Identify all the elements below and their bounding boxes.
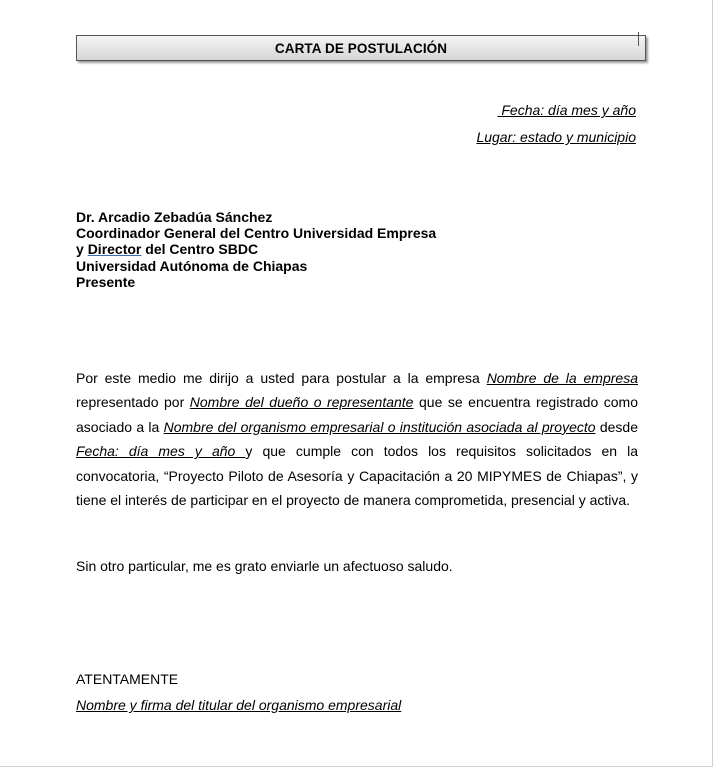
addressee-title-1: Coordinador General del Centro Universidad Empresa <box>76 225 437 242</box>
body-paragraph <box>76 366 638 512</box>
addressee-title-2-prefix: y <box>76 241 88 258</box>
addressee-title-2-suffix: del Centro SBDC <box>141 241 259 258</box>
company-name-placeholder: Nombre de la empresa <box>486 370 638 386</box>
addressee-title-2 <box>76 241 436 257</box>
addressee-director-word: Director <box>87 241 142 258</box>
body-text-3: que se encuentra registrado como asociado a la <box>76 394 638 435</box>
addressee-block <box>76 209 436 290</box>
addressee-institution: Universidad Autónoma de Chiapas <box>76 257 308 274</box>
date-placeholder: Fecha: día mes y año <box>497 102 636 118</box>
body-text-5: y que cumple con todos los requisitos solicitados en la convocatoria, “Proyecto Piloto de Asesoría y Capacitación a 20 MIPYMES de Chiapas”, y tiene el interés de participar en el proyecto de manera comprometida, presencial y activa. <box>76 443 638 509</box>
addressee-name: Dr. Arcadio Zebadúa Sánchez <box>76 209 273 225</box>
since-date-placeholder: Fecha: día mes y año <box>76 443 246 460</box>
body-text-1: Por este medio me dirijo a usted para postular a la empresa <box>76 370 487 386</box>
title-box <box>76 35 646 61</box>
place-placeholder: Lugar: estado y municipio <box>476 129 636 145</box>
organism-name-placeholder: Nombre del organismo empresarial o institución asociada al proyecto <box>163 418 596 435</box>
signature-placeholder: Nombre y firma del titular del organismo empresarial <box>76 697 402 713</box>
owner-name-placeholder: Nombre del dueño o representante <box>189 394 414 411</box>
sign-off: ATENTAMENTE <box>76 671 179 687</box>
addressee-presente: Presente <box>76 273 136 290</box>
document-title: CARTA DE POSTULACIÓN <box>274 41 448 56</box>
body-text-4: desde <box>595 418 638 435</box>
text-cursor <box>638 32 639 46</box>
body-text-2: representado por <box>76 394 190 411</box>
closing-sentence: Sin otro particular, me es grato enviarle un afectuoso saludo. <box>76 558 453 574</box>
